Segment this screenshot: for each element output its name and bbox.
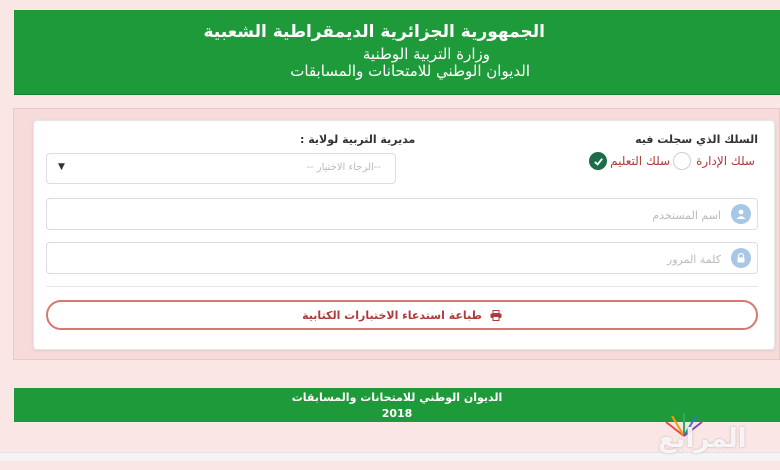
password-field[interactable]	[46, 242, 758, 274]
radio-admin-label[interactable]: سلك الإدارة	[696, 154, 755, 168]
check-icon	[593, 156, 604, 167]
site-header	[14, 10, 780, 95]
header-ministry: وزارة التربية الوطنية	[362, 45, 490, 63]
printer-icon	[490, 310, 502, 321]
directorate-label: مديرية التربية لولاية :	[300, 133, 416, 146]
footer-office: الديوان الوطني للامتحانات والمسابقات	[291, 391, 503, 404]
print-convocation-button[interactable]	[46, 300, 758, 330]
header-republic-title: الجمهورية الجزائرية الديمقراطية الشعبية	[203, 22, 545, 42]
username-input[interactable]	[119, 205, 723, 225]
corps-label: السلك الذي سجلت فيه	[635, 133, 758, 146]
watermark-text: المرابع	[658, 424, 747, 454]
corps-radio-group	[589, 150, 758, 172]
footer-year: 2018	[381, 407, 413, 420]
password-input[interactable]	[119, 249, 723, 269]
select-placeholder: --الرجاء الاختيار --	[306, 162, 381, 173]
header-office: الديوان الوطني للامتحانات والمسابقات	[290, 62, 530, 80]
radio-teaching-label[interactable]: سلك التعليم	[610, 154, 671, 168]
watermark-logo	[650, 410, 775, 462]
form-divider	[46, 286, 758, 287]
username-field[interactable]	[46, 198, 758, 230]
directorate-select[interactable]	[46, 153, 396, 184]
user-icon	[731, 204, 751, 224]
caret-down-icon: ▼	[58, 162, 65, 172]
lock-icon	[731, 248, 751, 268]
radio-admin[interactable]	[673, 152, 691, 170]
radio-teaching[interactable]	[589, 152, 607, 170]
print-button-label: طباعة استدعاء الاختبارات الكتابية	[302, 308, 482, 322]
